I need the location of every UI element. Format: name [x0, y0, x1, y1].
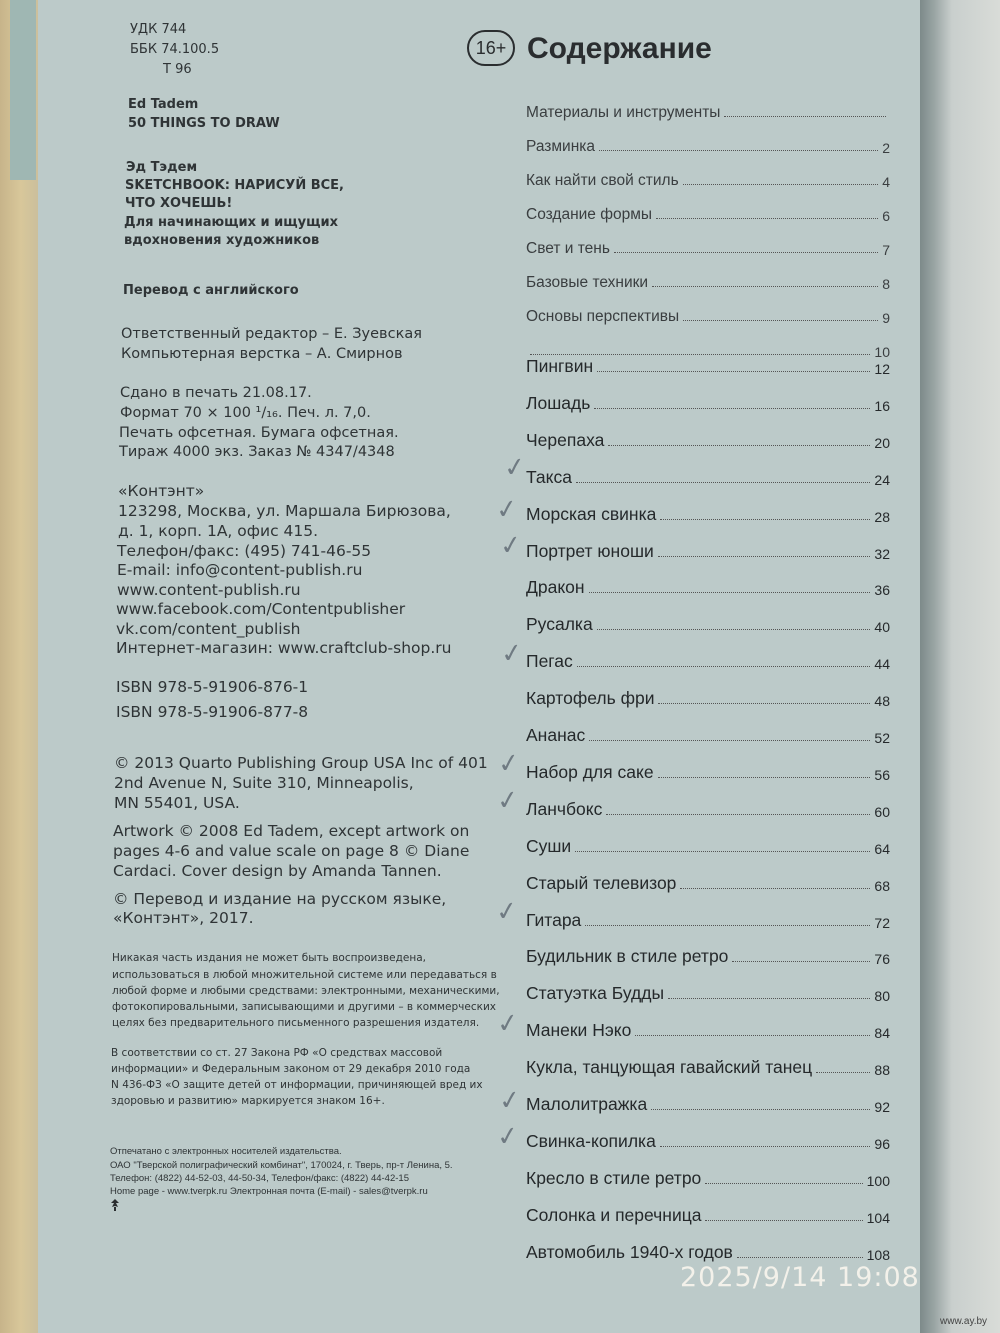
- copyright-line: © Перевод и издание на русском языке,: [113, 890, 447, 908]
- toc-entry-page: 28: [874, 508, 890, 525]
- handwritten-check-icon: ✓: [494, 1119, 521, 1153]
- toc-leader-dots: [576, 482, 870, 483]
- toc-leader-dots: [635, 1035, 870, 1036]
- handwritten-check-icon: ✓: [498, 636, 525, 670]
- publisher-line: www.facebook.com/Contentpublisher: [116, 600, 406, 618]
- toc-leader-dots: [705, 1220, 862, 1221]
- publisher-line: д. 1, корп. 1А, офис 415.: [118, 522, 319, 540]
- toc-leader-dots: [658, 556, 871, 557]
- toc-entry: [526, 798, 890, 820]
- rights-line: использоваться в любой множительной системе или передаваться в: [112, 969, 497, 981]
- copyright-line: MN 55401, USA.: [114, 794, 240, 812]
- toc-leader-dots: [668, 998, 870, 999]
- print-info-2: Формат 70 × 100 ¹/₁₆. Печ. л. 7,0.: [120, 405, 371, 421]
- toc-entry-title: Кукла, танцующая гавайский танец: [526, 1057, 813, 1078]
- toc-leader-dots: [660, 1146, 871, 1147]
- print-info-1: Сдано в печать 21.08.17.: [120, 385, 312, 401]
- toc-entry-page: 68: [874, 877, 890, 894]
- toc-entry-title: Старый телевизор: [526, 872, 677, 893]
- toc-entry-page: 92: [874, 1099, 890, 1115]
- publisher-line: vk.com/content_publish: [116, 620, 301, 638]
- toc-entry-page: 60: [874, 803, 890, 820]
- author-mark: Т 96: [163, 62, 192, 77]
- toc-entry: [526, 982, 890, 1004]
- toc-entry: [526, 724, 890, 746]
- toc-entry: [526, 613, 890, 635]
- copyright-line: «Контэнт», 2017.: [113, 909, 254, 927]
- toc-entry-page: 40: [874, 619, 890, 636]
- toc-entry-title: Такса: [526, 466, 572, 487]
- toc-entry-title: Ананас: [526, 725, 586, 745]
- toc-leader-dots: [683, 184, 879, 185]
- toc-entry-page: 16: [874, 397, 890, 414]
- copyright-line: pages 4-6 and value scale on page 8 © Diane: [113, 842, 470, 860]
- toc-entry: [526, 503, 890, 525]
- toc-leader-dots: [656, 218, 878, 219]
- toc-leader-dots: [660, 519, 870, 520]
- rights-line: фотокопировальными, записывающими и другими – в коммерческих: [112, 1001, 496, 1013]
- toc-entry: [526, 355, 890, 377]
- toc-leader-dots: [705, 1183, 862, 1184]
- printer-line: Home page - www.tverpk.ru Электронная почта (E-mail) - sales@tverpk.ru: [110, 1186, 428, 1197]
- toc-entry-title: Дракон: [526, 577, 585, 598]
- spine-strip: [10, 0, 36, 180]
- toc-entry-title: Создание формы: [526, 206, 653, 223]
- toc-entry: [526, 1056, 890, 1078]
- toc-entry-title: Будильник в стиле ретро: [526, 946, 729, 967]
- toc-leader-dots: [594, 408, 870, 409]
- printer-line: ОАО "Тверской полиграфический комбинат", 170024, г. Тверь, пр-т Ленина, 5.: [110, 1160, 453, 1171]
- handwritten-check-icon: ✓: [495, 746, 522, 780]
- publisher-line: www.content-publish.ru: [117, 581, 301, 599]
- isbn-1: ISBN 978-5-91906-876-1: [116, 678, 309, 696]
- toc-entry-title: Как найти свой стиль: [526, 172, 679, 189]
- publisher-line: «Контэнт»: [118, 482, 205, 500]
- toc-entry-title: Пингвин: [526, 356, 594, 376]
- toc-entry: [526, 1019, 890, 1041]
- toc-entry-page: 80: [874, 988, 890, 1005]
- toc-leader-dots: [737, 1257, 863, 1258]
- toc-entry-title: Свет и тень: [526, 240, 610, 257]
- toc-entry-title: Русалка: [526, 614, 593, 635]
- toc-entry-page: 12: [874, 361, 890, 377]
- toc-entry: [526, 270, 890, 292]
- toc-entry: [526, 236, 890, 258]
- law-line: информации» и Федеральным законом от 29 декабря 2010 года: [111, 1063, 471, 1075]
- printer-logo-icon: [110, 1196, 120, 1208]
- toc-entry: [526, 687, 890, 709]
- toc-title: Содержание: [527, 32, 712, 65]
- toc-leader-dots: [652, 286, 878, 287]
- toc-entry-page: 6: [882, 208, 890, 224]
- toc-entry: [526, 202, 890, 224]
- toc-entry: [526, 1241, 890, 1263]
- toc-entry-title: Материалы и инструменты: [526, 104, 721, 121]
- handwritten-check-icon: ✓: [501, 450, 528, 484]
- toc-entry-page: 108: [866, 1246, 890, 1263]
- toc-entry-page: 44: [874, 656, 890, 673]
- book-right-edge: [920, 0, 1000, 1333]
- handwritten-check-icon: ✓: [493, 894, 520, 928]
- toc-entry-title: Манеки Нэко: [526, 1020, 632, 1041]
- toc-leader-dots: [724, 116, 886, 117]
- editor-credit: Ответственный редактор – Е. Зуевская: [121, 326, 422, 342]
- toc-entry-page: 4: [882, 174, 890, 190]
- toc-entry: [526, 466, 890, 488]
- toc-entry-title: Базовые техники: [526, 274, 649, 291]
- toc-leader-dots: [651, 1109, 870, 1110]
- toc-entry-page: 10: [874, 344, 890, 360]
- copyright-line: Artwork © 2008 Ed Tadem, except artwork on: [113, 822, 470, 840]
- handwritten-check-icon: ✓: [497, 528, 524, 562]
- toc-leader-dots: [577, 666, 871, 667]
- toc-entry: [526, 761, 890, 783]
- printer-line: Отпечатано с электронных носителей издательства.: [110, 1146, 342, 1157]
- copyright-line: 2nd Avenue N, Suite 310, Minneapolis,: [114, 774, 414, 792]
- toc-entry: [526, 392, 890, 414]
- toc-entry: [526, 134, 890, 156]
- rights-line: Никакая часть издания не может быть воспроизведена,: [112, 952, 426, 964]
- toc-leader-dots: [683, 320, 878, 321]
- toc-entry: [526, 304, 890, 326]
- toc-entry: [526, 1167, 890, 1189]
- toc-leader-dots: [658, 777, 871, 778]
- site-watermark: www.ay.by: [940, 1316, 988, 1327]
- toc-leader-dots: [597, 371, 870, 372]
- toc-entry: [526, 100, 890, 122]
- author-ru: Эд Тэдем: [126, 160, 198, 175]
- toc-entry-page: 2: [882, 140, 890, 156]
- handwritten-check-icon: ✓: [493, 492, 520, 526]
- udk: УДК 744: [130, 22, 187, 37]
- law-line: В соответствии со ст. 27 Закона РФ «О средствах массовой: [111, 1047, 443, 1059]
- toc-entry-page: 32: [874, 545, 890, 562]
- publisher-line: Телефон/факс: (495) 741-46-55: [117, 542, 372, 560]
- toc-entry: [526, 1130, 890, 1152]
- photo-timestamp: 2025/9/14 19:08: [680, 1262, 920, 1293]
- toc-leader-dots: [816, 1072, 870, 1073]
- rights-line: целях без предварительного письменного разрешения издателя.: [112, 1017, 480, 1029]
- toc-entry-page: 64: [874, 840, 890, 857]
- toc-entry-title: Набор для саке: [526, 761, 654, 782]
- toc-entry: [526, 945, 890, 967]
- toc-entry-page: 36: [874, 582, 890, 599]
- toc-entry: [526, 872, 890, 894]
- toc-entry-page: 72: [874, 914, 890, 931]
- toc-entry: [526, 909, 890, 931]
- printer-line: Телефон: (4822) 44-52-03, 44-50-34, Телефон/факс: (4822) 44-42-15: [110, 1173, 409, 1184]
- rights-line: любой форме и любыми средствами: электронными, механическими,: [112, 985, 500, 997]
- toc-leader-dots: [575, 851, 870, 852]
- isbn-2: ISBN 978-5-91906-877-8: [116, 703, 309, 721]
- author-en: Ed Tadem: [128, 97, 199, 112]
- toc-entry: [526, 1204, 890, 1226]
- toc-entry-page: 20: [874, 434, 890, 451]
- translation-note: Перевод с английского: [123, 283, 299, 298]
- bbk: ББК 74.100.5: [130, 42, 220, 57]
- publisher-line: Интернет-магазин: www.craftclub-shop.ru: [116, 639, 452, 657]
- age-rating-badge: 16+: [467, 30, 515, 66]
- copyright-line: Cardaci. Cover design by Amanda Tannen.: [113, 862, 442, 880]
- toc-leader-dots: [614, 252, 878, 253]
- toc-entry: [526, 1093, 890, 1115]
- toc-entry-page: 7: [882, 242, 890, 258]
- toc-entry-title: Разминка: [526, 138, 595, 155]
- toc-entry-page: 104: [866, 1209, 890, 1226]
- toc-entry-title: Лошадь: [526, 392, 591, 413]
- toc-entry-title: Основы перспективы: [526, 308, 680, 325]
- law-line: здоровью и развитию» маркируется знаком 16+.: [111, 1095, 385, 1107]
- toc-entry-title: Автомобиль 1940-х годов: [526, 1241, 733, 1262]
- toc-entry-title: Морская свинка: [526, 503, 657, 524]
- toc-entry-title: Статуэтка Будды: [526, 983, 665, 1004]
- toc-entry: [526, 576, 890, 598]
- toc-leader-dots: [606, 814, 870, 815]
- toc-entry-page: 88: [874, 1062, 890, 1079]
- toc-leader-dots: [732, 961, 870, 962]
- toc-entry-title: Свинка-копилка: [526, 1130, 656, 1151]
- toc-leader-dots: [597, 629, 871, 630]
- toc-entry-title: Солонка и перечница: [526, 1204, 702, 1225]
- toc-entry-page: 76: [874, 951, 890, 968]
- toc-entry: [526, 168, 890, 190]
- handwritten-check-icon: ✓: [494, 783, 521, 817]
- copyright-line: © 2013 Quarto Publishing Group USA Inc of 401: [114, 754, 488, 772]
- toc-leader-dots: [589, 592, 871, 593]
- toc-leader-dots: [585, 925, 870, 926]
- toc-entry-title: Черепаха: [526, 429, 605, 450]
- toc-entry-title: Кресло в стиле ретро: [526, 1167, 702, 1188]
- toc-entry: [526, 429, 890, 451]
- toc-entry-title: Малолитражка: [526, 1094, 648, 1114]
- handwritten-check-icon: ✓: [496, 1083, 523, 1117]
- toc-entry: [526, 540, 890, 562]
- toc-entry-title: Пегас: [526, 651, 573, 672]
- toc-entry-page: 8: [882, 276, 890, 292]
- title-ru-line2: ЧТО ХОЧЕШЬ!: [125, 196, 233, 211]
- toc-entry-title: Картофель фри: [526, 688, 655, 709]
- book-spine-edge: [0, 0, 38, 1333]
- toc-entry-page: 100: [866, 1172, 890, 1189]
- toc-entry-page: 96: [874, 1135, 890, 1152]
- toc-leader-dots: [680, 888, 870, 889]
- toc-entry-page: 56: [874, 766, 890, 783]
- publisher-line: E-mail: info@content-publish.ru: [117, 561, 363, 579]
- toc-leader-dots: [608, 445, 870, 446]
- print-info-4: Тираж 4000 экз. Заказ № 4347/4348: [119, 444, 395, 460]
- toc-entry-page: 48: [874, 693, 890, 710]
- subtitle-line1: Для начинающих и ищущих: [124, 215, 338, 230]
- toc-entry-title: Ланчбокс: [526, 798, 603, 819]
- toc-entry-page: 84: [874, 1025, 890, 1042]
- layout-credit: Компьютерная верстка – А. Смирнов: [121, 346, 403, 362]
- toc-entry: [526, 835, 890, 857]
- toc-entry-title: Суши: [526, 835, 572, 856]
- toc-leader-dots: [658, 703, 870, 704]
- toc-leader-dots: [599, 150, 878, 151]
- title-ru-line1: SKETCHBOOK: НАРИСУЙ ВСЕ,: [125, 178, 345, 193]
- publisher-line: 123298, Москва, ул. Маршала Бирюзова,: [118, 502, 451, 520]
- toc-entry-page: 52: [874, 730, 890, 746]
- print-info-3: Печать офсетная. Бумага офсетная.: [119, 425, 399, 441]
- toc-entry-title: Портрет юноши: [526, 540, 654, 561]
- law-line: N 436-ФЗ «О защите детей от информации, причиняющей вред их: [111, 1079, 483, 1091]
- toc-entry-page: 9: [882, 310, 890, 326]
- toc-entry: [526, 650, 890, 672]
- toc-entry-page: 24: [874, 471, 890, 488]
- toc-leader-dots: [589, 740, 870, 741]
- title-en: 50 THINGS TO DRAW: [128, 116, 280, 131]
- subtitle-line2: вдохновения художников: [124, 233, 320, 248]
- toc-entry-title: Гитара: [526, 909, 582, 930]
- handwritten-check-icon: ✓: [494, 1006, 521, 1040]
